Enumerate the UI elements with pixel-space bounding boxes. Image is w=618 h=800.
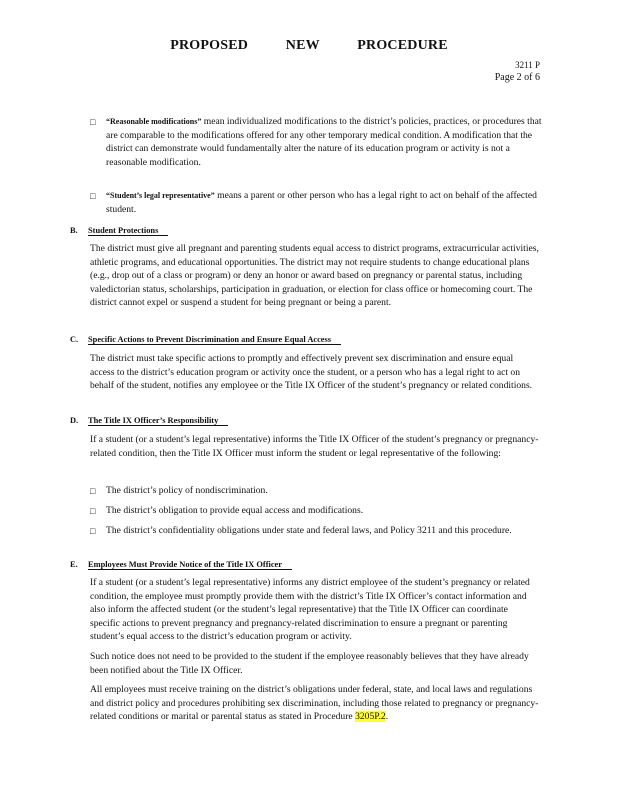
procedure-code: 3211 P [515, 60, 540, 70]
definition-text: mean individualized modifications to the district’s policies, practices, or procedures that are comparable to the modifications offered for any other temporary medical condition. A modification that the district can demonstrate would fundamentally alter the nature of its education program or activity is not a reasonable modification. [106, 116, 542, 168]
section-body: The district must take specific actions to promptly and effectively prevent sex discrimination and ensure equal access to the district’s education program or activity once the student, or a person who has a legal right to act on behalf of the student, notifies any employee or the Title IX Officer of the student’s pregnancy or related conditions. [90, 353, 533, 392]
page-number: Page 2 of 6 [494, 72, 540, 83]
definition-term: “Student’s legal representative” [106, 191, 215, 200]
section-heading: C. Specific Actions to Prevent Discrimination and Ensure Equal Access [70, 334, 341, 345]
section-heading: B. Student Protections [70, 225, 168, 236]
list-item: □ The district’s confidentiality obligations under state and federal laws, and Policy 3211 and this procedure. [90, 524, 526, 538]
section-body [90, 576, 540, 730]
section-body: If a student (or a student’s legal representative) informs the Title IX Officer of the student’s pregnancy or pregnancy-related condition, then the Title IX Officer must inform the student or legal representative of the following: [90, 434, 539, 459]
definition-text: means a parent or other person who has a legal right to act on behalf of the affected student. [106, 190, 537, 215]
bullet-box-icon: □ [90, 486, 96, 496]
section-body: The district must give all pregnant and parenting students equal access to district programs, extracurricular activities, athletic programs, and educational opportunities. The district may not require students to change educational plans (e.g., drop out of a class or program) or deny an honor or award based on pregnancy or parental status, including valedictorian status, scholarships, participation in graduation, or election for class office or homecoming court. The district cannot expel or suspend a student for being pregnant or being a parent. [90, 243, 539, 309]
section-heading-text: Student Protections [88, 226, 168, 236]
bullet-box-icon: □ [90, 526, 96, 536]
definition-item [90, 115, 546, 169]
list-item: □ The district’s obligation to provide equal access and modifications. [90, 504, 526, 518]
procedure-reference: 3205P.2 [355, 711, 386, 723]
bullet-box-icon: □ [90, 506, 96, 516]
definition-term: “Reasonable modifications” [106, 117, 202, 126]
section-heading: E. Employees Must Provide Notice of the Title IX Officer [70, 559, 292, 570]
bullet-box-icon: □ [90, 117, 96, 127]
section-heading: D. The Title IX Officer’s Responsibility [70, 415, 228, 426]
section-heading-text: Specific Actions to Prevent Discrimination and Ensure Equal Access [88, 335, 341, 345]
definition-item [90, 189, 546, 216]
section-heading-text: Employees Must Provide Notice of the Title IX Officer [88, 560, 292, 570]
paragraph: All employees must receive training on the district’s obligations under federal, state, and local laws and regulations and district policy and procedures prohibiting sex discrimination, including those related to pregnancy or pregnancy-related conditions or marital or parental status as stated in Procedure 3205P.2. [90, 684, 539, 723]
page-title: PROPOSED NEW PROCEDURE [170, 38, 448, 53]
section-heading-text: The Title IX Officer’s Responsibility [88, 416, 228, 426]
paragraph: If a student (or a student’s legal representative) informs any district employee of the student’s pregnancy or related condition, the employee must promptly provide them with the district’s Title IX Officer’s contact information and also inform the affected student (or the student’s legal representative) that the Title IX Officer can coordinate specific actions to prevent pregnancy and pregnancy-related discrimination to ensure a pregnant or parenting student’s equal access to the district’s education program or activity. [90, 577, 530, 643]
list-item: □ The district’s policy of nondiscrimination. [90, 484, 526, 498]
paragraph: Such notice does not need to be provided to the student if the employee reasonably believes that they have already been notified about the Title IX Officer. [90, 650, 529, 676]
bullet-box-icon: □ [90, 191, 96, 201]
